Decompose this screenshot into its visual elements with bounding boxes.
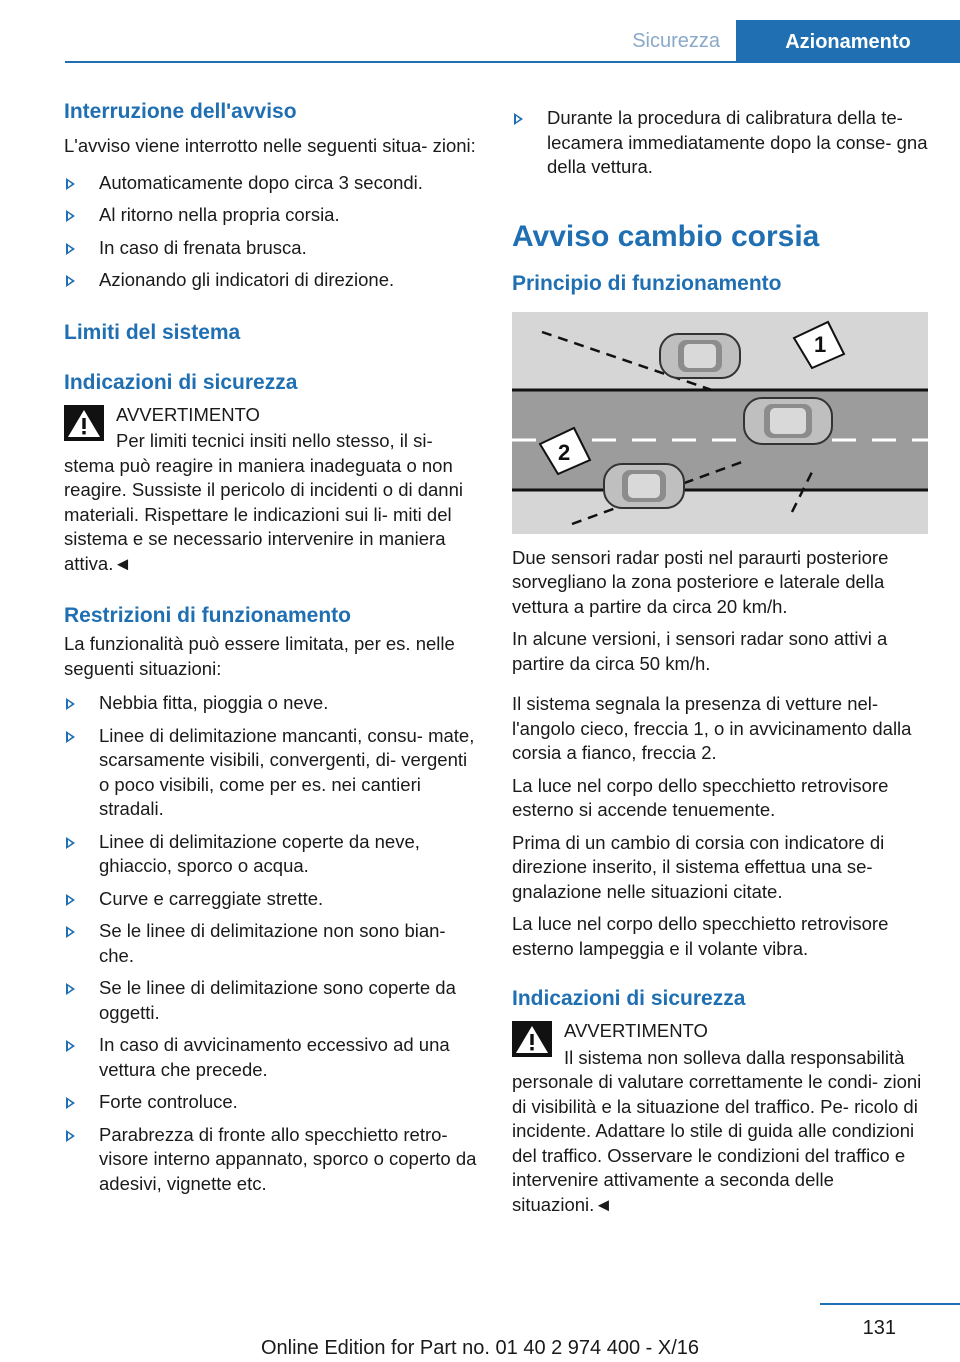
list-item: Forte controluce. (64, 1090, 482, 1115)
heading-interruzione: Interruzione dell'avviso (64, 100, 297, 123)
para-restrizioni: La funzionalità può essere limitata, per es. nelle seguenti situazioni: (64, 633, 455, 679)
footer-edition: Online Edition for Part no. 01 40 2 974 400 - X/16 (260, 1337, 700, 1359)
heading-principio: Principio di funzionamento (512, 271, 782, 295)
warning-block-left (64, 403, 482, 577)
list-item: Curve e carreggiate strette. (64, 887, 482, 912)
list-interruzione (64, 171, 482, 293)
heading-indicazioni-right: Indicazioni di sicurezza (512, 987, 746, 1010)
page-header (65, 0, 960, 62)
para-p3: Il sistema segnala la presenza di vetture nel‐ l'angolo cieco, freccia 1, o in avvicinamento dalla corsia a fianco, freccia 2. (512, 693, 912, 763)
heading-restrizioni: Restrizioni di funzionamento (64, 604, 351, 627)
para-p1: Due sensori radar posti nel paraurti posteriore sorvegliano la zona posteriore e laterale della vettura a partire da circa 20 km/h. (512, 546, 889, 617)
list-item: Durante la procedura di calibratura della te‐ lecamera immediatamente dopo la conse‐ gna della vettura. (512, 106, 930, 180)
warning-text-left: Per limiti tecnici insiti nello stesso, il si‐ stema può reagire in maniera inadeguata o non reagire. Sussiste il pericolo di incidenti o di danni materiali. Rispettare le indicazioni sui li‐ miti del sistema e se necessario intervenire in maniera attiva.◄ (64, 430, 463, 574)
list-item: Se le linee di delimitazione non sono bian‐ che. (64, 919, 482, 968)
page-number: 131 (862, 1317, 896, 1339)
list-item: In caso di avvicinamento eccessivo ad una vettura che precede. (64, 1033, 482, 1082)
para-p2: In alcune versioni, i sensori radar sono attivi a partire da circa 50 km/h. (512, 628, 888, 674)
heading-indicazioni-left: Indicazioni di sicurezza (64, 370, 298, 394)
list-item: Nebbia fitta, pioggia o neve. (64, 691, 482, 716)
list-item: Se le linee di delimitazione sono coperte da oggetti. (64, 976, 482, 1025)
right-column (512, 98, 930, 1217)
warning-triangle-icon (64, 405, 104, 441)
list-item: Linee di delimitazione mancanti, consu‐ mate, scarsamente visibili, convergenti, di‐ vergenti o poco visibili, come per es. nei cantieri stradali. (64, 724, 482, 822)
left-column (64, 98, 482, 1196)
heading-limiti: Limiti del sistema (64, 320, 241, 344)
list-item: Al ritorno nella propria corsia. (64, 203, 482, 228)
header-rule (65, 61, 960, 63)
warning-title-left: AVVERTIMENTO (116, 403, 260, 425)
list-item: Linee di delimitazione coperte da neve, ghiaccio, sporco o acqua. (64, 830, 482, 879)
para-interruzione: L'avviso viene interrotto nelle seguenti situa‐ zioni: (64, 135, 476, 156)
list-item: Parabrezza di fronte allo specchietto retro‐ visore interno appannato, sporco o coperto da adesivi, vignette etc. (64, 1123, 482, 1197)
list-item: Automaticamente dopo circa 3 secondi. (64, 171, 482, 196)
figure-label-2: 2 (558, 439, 571, 465)
list-restrizioni (64, 691, 482, 1196)
warning-triangle-icon (512, 1021, 552, 1057)
footer-rule (820, 1303, 960, 1305)
para-p5: Prima di un cambio di corsia con indicatore di direzione inserito, il sistema effettua una se‐ gnalazione nelle situazioni citate. (512, 831, 885, 902)
lane-change-illustration (512, 312, 928, 534)
figure-label-1: 1 (814, 331, 827, 357)
warning-text-right: Il sistema non solleva dalla responsabilità personale di valutare correttamente le condi‐ zioni di visibilità e la situazione del traffico. Pe‐ ricolo di incidente. Adattare lo stile di guida alle condizioni del traffico. Osservare le condizioni del traffico e intervenire attivamente a seconda delle situazioni.◄ (512, 1046, 922, 1215)
para-p4: La luce nel corpo dello specchietto retrovisore esterno si accende tenuemente. (512, 774, 889, 820)
header-tab-sicurezza[interactable]: Sicurezza (632, 30, 720, 52)
heading-avviso-cambio-corsia: Avviso cambio corsia (512, 219, 820, 253)
warning-title-right: AVVERTIMENTO (564, 1020, 708, 1041)
header-tab-azionamento[interactable]: Azionamento (736, 20, 960, 62)
list-item: Azionando gli indicatori di direzione. (64, 268, 482, 293)
list-continuation (512, 106, 930, 180)
list-item: In caso di frenata brusca. (64, 236, 482, 261)
para-p6: La luce nel corpo dello specchietto retrovisore esterno lampeggia e il volante vibra. (512, 913, 889, 959)
warning-block-right (512, 1019, 930, 1217)
